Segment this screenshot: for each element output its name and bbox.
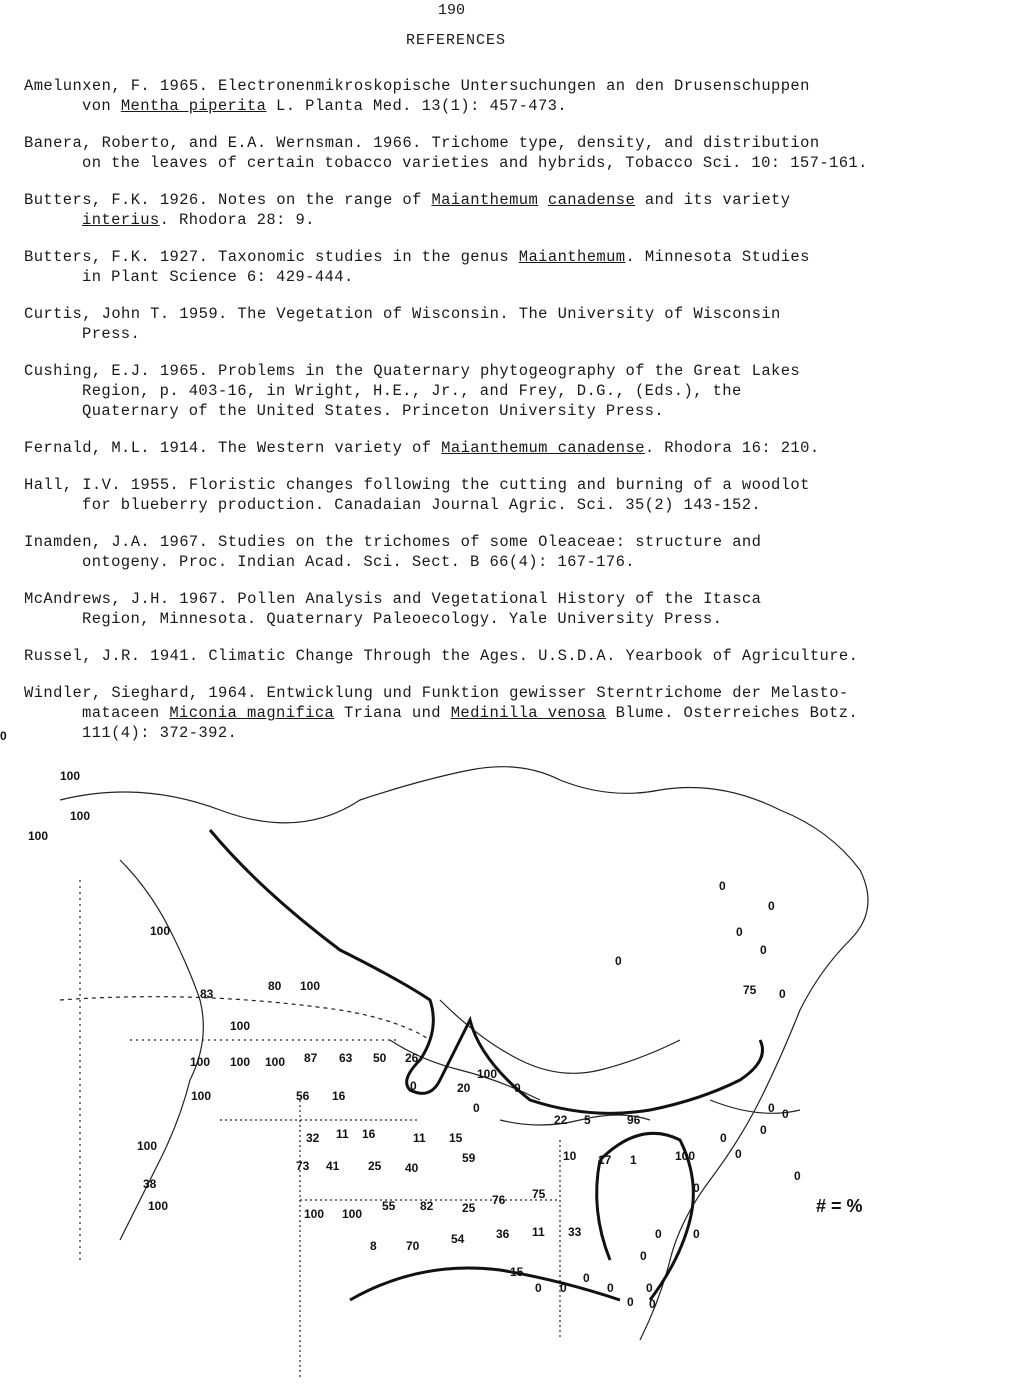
reference-line: mataceen Miconia magnifica Triana und Medinilla venosa Blume. Osterreiches Botz. xyxy=(82,704,859,722)
percent-label: 17 xyxy=(598,1153,612,1167)
percent-label: 83 xyxy=(200,987,214,1001)
reference-line: von Mentha piperita L. Planta Med. 13(1): 457-473. xyxy=(82,97,568,115)
percent-label: 41 xyxy=(326,1159,340,1173)
reference-line: Quaternary of the United States. Princeton University Press. xyxy=(82,402,665,420)
reference-line: 111(4): 372-392. xyxy=(82,724,238,742)
percent-label: 0 xyxy=(535,1281,542,1295)
percent-label: 0 xyxy=(693,1227,700,1241)
percent-labels xyxy=(0,729,801,1311)
percent-label: 100 xyxy=(137,1139,158,1153)
percent-label: 0 xyxy=(655,1227,662,1241)
reference-line: Hall, I.V. 1955. Floristic changes following the cutting and burning of a woodlot xyxy=(24,476,810,494)
percent-label: 33 xyxy=(568,1225,582,1239)
percent-label: 0 xyxy=(649,1297,656,1311)
percent-label: 0 xyxy=(693,1181,700,1195)
percent-label: 25 xyxy=(462,1201,476,1215)
reference-line: Russel, J.R. 1941. Climatic Change Through the Ages. U.S.D.A. Yearbook of Agriculture. xyxy=(24,647,859,665)
percent-label: 0 xyxy=(410,1079,417,1093)
coastline xyxy=(60,767,868,1340)
reference-line: Butters, F.K. 1926. Notes on the range of Maianthemum canadense and its variety xyxy=(24,191,791,209)
percent-label: 100 xyxy=(230,1055,251,1069)
percent-label: 59 xyxy=(462,1151,476,1165)
percent-label: 75 xyxy=(743,983,757,997)
west-coast xyxy=(120,860,203,1240)
percent-label: 16 xyxy=(362,1127,376,1141)
percent-label: 26 xyxy=(405,1051,419,1065)
percent-label: 87 xyxy=(304,1051,318,1065)
percent-label: 0 xyxy=(719,879,726,893)
range-boundary-south xyxy=(350,1268,620,1300)
percent-label: 56 xyxy=(296,1089,310,1103)
reference-line: ontogeny. Proc. Indian Acad. Sci. Sect. B 66(4): 167-176. xyxy=(82,553,635,571)
percent-label: 15 xyxy=(510,1265,524,1279)
reference-item xyxy=(24,190,1014,230)
percent-label: 0 xyxy=(627,1295,634,1309)
reference-line: on the leaves of certain tobacco varieties and hybrids, Tobacco Sci. 10: 157-161. xyxy=(82,154,868,172)
percent-label: 100 xyxy=(304,1207,325,1221)
percent-label: 100 xyxy=(300,979,321,993)
percent-label: 73 xyxy=(296,1159,310,1173)
reference-line: interius. Rhodora 28: 9. xyxy=(82,211,315,229)
percent-label: 0 xyxy=(0,729,7,743)
reference-item xyxy=(24,304,1014,344)
percent-label: 32 xyxy=(306,1131,320,1145)
percent-label: 0 xyxy=(760,1123,767,1137)
percent-label: 100 xyxy=(70,809,91,823)
percent-label: 55 xyxy=(382,1199,396,1213)
percent-label: 0 xyxy=(760,943,767,957)
percent-label: 0 xyxy=(720,1131,727,1145)
percent-label: 100 xyxy=(191,1089,212,1103)
percent-label: 0 xyxy=(607,1281,614,1295)
percent-label: 100 xyxy=(190,1055,211,1069)
reference-item xyxy=(24,683,1014,743)
range-boundary-east-2 xyxy=(597,1160,610,1260)
percent-label: 100 xyxy=(148,1199,169,1213)
map-legend: # = % xyxy=(816,1196,863,1216)
percent-label: 38 xyxy=(143,1177,157,1191)
reference-item xyxy=(24,589,1014,629)
reference-item xyxy=(24,438,1014,458)
percent-label: 100 xyxy=(28,829,49,843)
percent-label: 10 xyxy=(563,1149,577,1163)
reference-item xyxy=(24,646,1014,666)
reference-line: Banera, Roberto, and E.A. Wernsman. 1966. Trichome type, density, and distribution xyxy=(24,134,820,152)
percent-label: 40 xyxy=(405,1161,419,1175)
percent-label: 0 xyxy=(514,1081,521,1095)
reference-line: Inamden, J.A. 1967. Studies on the trichomes of some Oleaceae: structure and xyxy=(24,533,762,551)
percent-label: 50 xyxy=(373,1051,387,1065)
percent-label: 0 xyxy=(736,925,743,939)
reference-line: McAndrews, J.H. 1967. Pollen Analysis and Vegetational History of the Itasca xyxy=(24,590,762,608)
reference-item xyxy=(24,361,1014,421)
reference-line: Cushing, E.J. 1965. Problems in the Quaternary phytogeography of the Great Lakes xyxy=(24,362,801,380)
reference-line: for blueberry production. Canadaian Journal Agric. Sci. 35(2) 143-152. xyxy=(82,496,762,514)
percent-label: 0 xyxy=(768,899,775,913)
reference-item xyxy=(24,532,1014,572)
percent-label: 100 xyxy=(342,1207,363,1221)
percent-label: 0 xyxy=(473,1101,480,1115)
percent-label: 11 xyxy=(532,1225,545,1239)
percent-label: 76 xyxy=(492,1193,506,1207)
reference-item xyxy=(24,133,1014,173)
percent-label: 11 xyxy=(413,1131,426,1145)
percent-label: 36 xyxy=(496,1227,510,1241)
percent-label: 0 xyxy=(794,1169,801,1183)
percent-label: 16 xyxy=(332,1089,346,1103)
percent-label: 54 xyxy=(451,1232,465,1246)
percent-label: 100 xyxy=(150,924,171,938)
percent-label: 82 xyxy=(420,1199,434,1213)
percent-label: 15 xyxy=(449,1131,463,1145)
percent-label: 22 xyxy=(554,1113,568,1127)
percent-label: 70 xyxy=(406,1239,420,1253)
reference-line: Region, p. 403-16, in Wright, H.E., Jr., and Frey, D.G., (Eds.), the xyxy=(82,382,742,400)
reference-line: Fernald, M.L. 1914. The Western variety of Maianthemum canadense. Rhodora 16: 210. xyxy=(24,439,820,457)
percent-label: 0 xyxy=(640,1249,647,1263)
section-title: REFERENCES xyxy=(406,32,507,49)
percent-label: 63 xyxy=(339,1051,353,1065)
percent-label: 100 xyxy=(230,1019,251,1033)
percent-label: 0 xyxy=(646,1281,653,1295)
reference-line: Press. xyxy=(82,325,141,343)
percent-label: 5 xyxy=(584,1113,591,1127)
percent-label: 80 xyxy=(268,979,282,993)
reference-line: in Plant Science 6: 429-444. xyxy=(82,268,354,286)
reference-line: Curtis, John T. 1959. The Vegetation of Wisconsin. The University of Wisconsin xyxy=(24,305,781,323)
percent-label: 100 xyxy=(477,1067,498,1081)
percent-label: 100 xyxy=(675,1149,696,1163)
percent-label: 100 xyxy=(60,769,81,783)
reference-item xyxy=(24,76,1014,116)
range-lines xyxy=(210,830,763,1300)
reference-item xyxy=(24,475,1014,515)
percent-label: 0 xyxy=(735,1147,742,1161)
percent-label: 96 xyxy=(627,1113,641,1127)
percent-label: 0 xyxy=(768,1101,775,1115)
reference-line: Amelunxen, F. 1965. Electronenmikroskopische Untersuchungen an den Drusenschuppen xyxy=(24,77,810,95)
percent-label: 8 xyxy=(370,1239,377,1253)
page-number: 190 xyxy=(438,2,466,19)
percent-label: 0 xyxy=(583,1271,590,1285)
reference-line: Region, Minnesota. Quaternary Paleoecology. Yale University Press. xyxy=(82,610,723,628)
percent-label: 11 xyxy=(336,1127,349,1141)
percent-label: 20 xyxy=(457,1081,471,1095)
percent-label: 100 xyxy=(265,1055,286,1069)
percent-label: 25 xyxy=(368,1159,382,1173)
references-list xyxy=(24,76,1014,760)
percent-label: 0 xyxy=(782,1107,789,1121)
percent-label: 0 xyxy=(779,987,786,1001)
percent-label: 0 xyxy=(615,954,622,968)
percent-label: 1 xyxy=(630,1153,637,1167)
reference-item xyxy=(24,247,1014,287)
reference-line: Windler, Sieghard, 1964. Entwicklung und Funktion gewisser Sterntrichome der Melasto- xyxy=(24,684,849,702)
reference-line: Butters, F.K. 1927. Taxonomic studies in the genus Maianthemum. Minnesota Studies xyxy=(24,248,810,266)
percent-label: 75 xyxy=(532,1187,546,1201)
percent-label: 0 xyxy=(560,1281,567,1295)
